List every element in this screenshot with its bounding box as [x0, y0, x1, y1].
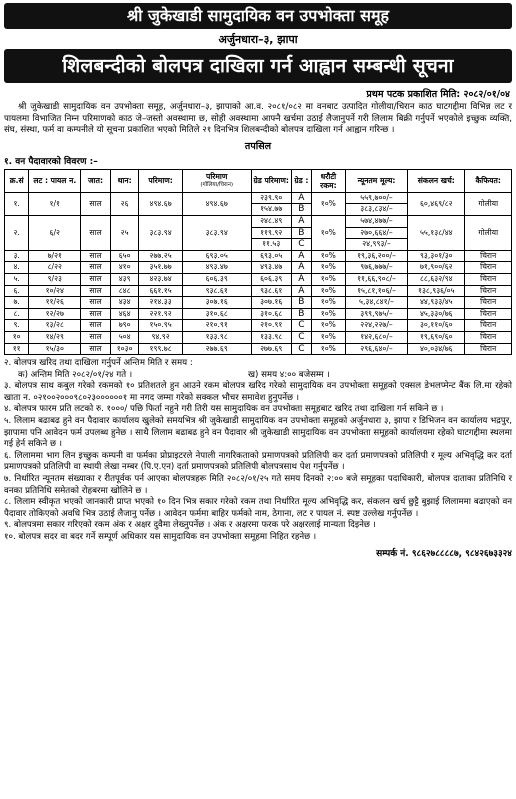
- cell-min-price: २४,९९३/–: [345, 239, 407, 251]
- cell-deposit: १०%: [311, 250, 345, 262]
- org-address: अर्जुनधारा–३, झापा: [218, 33, 298, 46]
- cell-grade: C: [291, 331, 311, 343]
- col-qty-total-label: परिमाण: [206, 171, 228, 181]
- cell-species: साल: [81, 285, 111, 297]
- cell-min-price: ३८३,८३४/–: [345, 204, 407, 216]
- cell-qty: ६६१.१५: [139, 285, 182, 297]
- table-row: [5, 320, 512, 332]
- cell-lot: ११/२६: [29, 297, 81, 309]
- notice-page: [4, 3, 512, 791]
- schedule-heading: तपसिल: [244, 140, 272, 152]
- cell-remarks: चिरान: [465, 331, 512, 343]
- cell-qty-total: ३८३.९४: [182, 215, 251, 250]
- col-qty-total: [182, 169, 251, 192]
- cell-grade-qty: ११९.९२: [251, 227, 291, 239]
- cell-count: ४१०: [110, 262, 139, 274]
- cell-lot: ८/२२: [29, 262, 81, 274]
- cell-remarks: चिरान: [465, 273, 512, 285]
- col-qty-total-sub: (गोलिया/चिरान): [200, 181, 233, 188]
- term-5: ५. लिलाम बढाबढ हुने वन पैदावार कार्यालय खुलेको समयभित्र श्री जुकेखाडी सामुदायिक वन उपभोक्ता समूहको अर्जुनधारा ३, झापा र डिभिजन वन कार्यालय भद्रपुर, झापामा पनि आवेदन फर्म उपलब्ध हुनेछ । साथै लिलाम बढाबढ हुने वन पैदावार श्री जुकेखाडी सामुदायिक वन उपभोक्ता समूहको कार्यालयमा रहेको घाटगद्दीमा स्थलमा गई हेर्न सकिने छ ।: [4, 416, 512, 450]
- table-row: [5, 297, 512, 309]
- cell-grade-qty: ६९३.०५: [251, 250, 291, 262]
- term-3: ३. बोलपत्र साथ कबुल गरेको रकमको १० प्रतिशतले हुन आउने रकम बोलपत्र खरिद गरेको सामुदायिक वन उपभोक्ता समूहको एक्सल डेभलप्मेन्ट बैंक लि.मा रहेको खाता न. ०२१००२०००९८०२३००००००१ मा नगद जम्मा गरेको सक्कल भौचर समावेश हुनुपर्नेछ ।: [4, 381, 512, 403]
- cell-qty: २२१.९२: [139, 308, 182, 320]
- cell-lot: १/१: [29, 192, 81, 215]
- cell-count: ७९०: [110, 320, 139, 332]
- cell-min-price: ९७६,७७७/–: [345, 262, 407, 274]
- cell-remarks: गोलीया: [465, 192, 512, 215]
- cell-species: साल: [81, 215, 111, 250]
- cell-sn: ६.: [5, 285, 29, 297]
- cell-qty-total: ६०६.३९: [182, 273, 251, 285]
- cell-min-price: १५,८१,१०६/–: [345, 285, 407, 297]
- cell-sn: ११: [5, 343, 29, 355]
- cell-collection: ७१,९००/६२: [408, 262, 465, 274]
- org-name-banner: श्री जुकेखाडी सामुदायिक वन उपभोक्ता समूह: [4, 3, 512, 29]
- cell-min-price: २७०,६६४/–: [345, 227, 407, 239]
- cell-sn: १.: [5, 192, 29, 215]
- cell-grade-qty: २३९.९०: [251, 192, 291, 204]
- cell-remarks: चिरान: [465, 320, 512, 332]
- cell-qty-total: ६९३.०५: [182, 250, 251, 262]
- cell-grade: A: [291, 250, 311, 262]
- cell-deposit: १०%: [311, 262, 345, 274]
- table-row: [5, 331, 512, 343]
- forest-products-table: [4, 169, 512, 355]
- cell-grade: C: [291, 320, 311, 332]
- term-2b: ख) समय ४:०० बजेसम्म ।: [248, 369, 330, 380]
- cell-sn: ३.: [5, 250, 29, 262]
- cell-species: साल: [81, 297, 111, 309]
- cell-deposit: १०%: [311, 192, 345, 215]
- cell-grade: B: [291, 227, 311, 239]
- cell-species: साल: [81, 262, 111, 274]
- cell-qty: ९४.९२: [139, 331, 182, 343]
- cell-min-price: ३९९,९७५/–: [345, 308, 407, 320]
- cell-grade-qty: २४८.४९: [251, 215, 291, 227]
- cell-qty: १५०.९५: [139, 320, 182, 332]
- cell-deposit: १०%: [311, 215, 345, 250]
- cell-count: ४३९: [110, 273, 139, 285]
- cell-min-price: २९६,६४०/–: [345, 343, 407, 355]
- cell-qty: ४२३.७४: [139, 273, 182, 285]
- cell-remarks: चिरान: [465, 250, 512, 262]
- cell-deposit: १०%: [311, 285, 345, 297]
- term-10: १०. बोलपत्र सदर वा बदर गर्ने सम्पूर्ण अधिकार यस सामुदायिक वन उपभोक्ता समूहमा निहित रहनेछ ।: [4, 532, 317, 542]
- contact-numbers: सम्पर्क नं. ९८६२७८८८८७, ९८४२६७३३२४: [376, 548, 512, 559]
- cell-remarks: चिरान: [465, 297, 512, 309]
- table-row: [5, 215, 512, 227]
- term-6: ६. लिलाममा भाग लिन इच्छुक कम्पनी वा फर्मका प्रोप्राइटरले नेपाली नागरिकताको प्रमाणपत्रको प्रतिलिपी कर दर्ता प्रमाणपत्रको प्रतिलिपी र मूल्य अभिवृद्धि कर दर्ता प्रमाणपत्रको प्रतिलिपी वा स्थायी लेखा नम्बर (पि.ए.एन) दर्ता प्रमाणपत्रको प्रतिलिपी बोलपत्रसाथ पेश गर्नुपर्नेछ ।: [4, 450, 512, 473]
- cell-deposit: १०%: [311, 308, 345, 320]
- cell-grade-qty: ६०६.३९: [251, 273, 291, 285]
- cell-deposit: १०%: [311, 320, 345, 332]
- cell-lot: ७/२१: [29, 250, 81, 262]
- cell-lot: १२/२७: [29, 308, 81, 320]
- cell-grade: A: [291, 215, 311, 227]
- col-species: जात:: [81, 169, 111, 192]
- term-2a: क) अन्तिम मिति २०८२/०१/२४ गते ।: [18, 369, 133, 380]
- table-row: [5, 285, 512, 297]
- col-deposit: धरौटी रकम:: [311, 169, 345, 192]
- cell-count: २६: [110, 192, 139, 215]
- col-min-price: न्यूनतम मूल्य:: [345, 169, 407, 192]
- cell-collection: ४०,०३४/७६: [408, 343, 465, 355]
- cell-species: साल: [81, 192, 111, 215]
- cell-lot: १४/२९: [29, 331, 81, 343]
- cell-grade-qty: २७७.६९: [251, 343, 291, 355]
- cell-min-price: १९,३६,२००/–: [345, 250, 407, 262]
- cell-count: ८४८: [110, 285, 139, 297]
- cell-deposit: १०%: [311, 273, 345, 285]
- col-lot: लट : पायल न.: [29, 169, 81, 192]
- table-row: [5, 273, 512, 285]
- cell-sn: ८.: [5, 308, 29, 320]
- cell-grade: C: [291, 343, 311, 355]
- section-title: १. वन पैदावारको विवरण :–: [4, 156, 98, 167]
- cell-qty: ३८३.९४: [139, 215, 182, 250]
- cell-count: १०३०: [110, 343, 139, 355]
- col-sn: क्र.सं: [5, 169, 29, 192]
- term-2: २. बोलपत्र खरिद तथा दाखिला गर्नुपर्ने अन्तिम मिति र समय :: [4, 358, 193, 369]
- cell-grade: B: [291, 204, 311, 216]
- cell-grade-qty: ११.५३: [251, 239, 291, 251]
- cell-qty: २७७.२५: [139, 250, 182, 262]
- cell-species: साल: [81, 343, 111, 355]
- cell-remarks: चिरान: [465, 285, 512, 297]
- col-remarks: कैफियत:: [465, 169, 512, 192]
- cell-count: ४६४: [110, 308, 139, 320]
- col-grade: ग्रेड :: [291, 169, 311, 192]
- cell-grade: A: [291, 285, 311, 297]
- cell-qty: ४९४.६७: [139, 192, 182, 215]
- cell-min-price: ५,३४,८४१/–: [345, 297, 407, 309]
- cell-sn: ४.: [5, 262, 29, 274]
- cell-lot: ६/२: [29, 215, 81, 250]
- cell-min-price: १४२,६८०/–: [345, 331, 407, 343]
- cell-lot: १३/२८: [29, 320, 81, 332]
- cell-collection: ८८,६३२/९४: [408, 273, 465, 285]
- table-header-row: [5, 169, 512, 192]
- cell-collection: ३०,११०/६०: [408, 320, 465, 332]
- cell-grade-qty: १३३.९८: [251, 331, 291, 343]
- cell-deposit: १०%: [311, 331, 345, 343]
- cell-collection: १९,६९०/६०: [408, 331, 465, 343]
- cell-grade: C: [291, 239, 311, 251]
- table-row: [5, 192, 512, 204]
- cell-collection: ६०,४६९/८२: [408, 192, 465, 215]
- cell-grade: A: [291, 262, 311, 274]
- cell-qty-total: ४९४.६७: [182, 192, 251, 215]
- table-row: [5, 343, 512, 355]
- cell-species: साल: [81, 250, 111, 262]
- cell-qty-total: ३१०.६८: [182, 308, 251, 320]
- intro-paragraph: श्री जुकेखाडी सामुदायिक वन उपभोक्ता समूह, अर्जुनधारा–३, झापाको आ.व. २०८१/०८२ मा वनबाट उत्पादित गोलीया/चिरान काठ घाटगद्दीमा विभिन्न लट र पायलमा विभाजित निम्न परिमाणको काठ जे–जस्तो अवस्थामा छ, सोही अवस्थामा आफ्नै खर्चमा उठाई लैजानुपर्ने गरी लिलाम बिक्री गर्नुपर्ने भएकोले इच्छुक व्यक्ति, संघ, संस्था, फर्म वा कम्पनीले यो सूचना प्रकाशित भएको मितिले २१ दिनभित्र शिलबन्दीको बोलपत्र दाखिला गर्न आह्वान गरिन्छ ।: [4, 102, 512, 136]
- terms-list: [4, 358, 512, 544]
- cell-collection: १३८,९३६/०५: [408, 285, 465, 297]
- cell-lot: १०/२४: [29, 285, 81, 297]
- cell-qty: १९९.७८: [139, 343, 182, 355]
- cell-lot: १५/३०: [29, 343, 81, 355]
- cell-qty-total: ३०७.१६: [182, 297, 251, 309]
- term-4: ४. बोलपत्र फारम प्रति लटको रु. १०००/ पछि फिर्ता नहुने गरी तिरी यस सामुदायिक वन उपभोक्ता समूहबाट खरिद तथा दाखिला गर्न सकिने छ ।: [4, 404, 444, 415]
- table-row: [5, 250, 512, 262]
- table-body: [5, 192, 512, 354]
- cell-qty: ३५१.७७: [139, 262, 182, 274]
- term-7: ७. निर्धारित न्यूनतम संख्याका र रीतपूर्वक पर्न आएका बोलपत्रहरू मिति २०८२/०१/२५ गते समय दिनको २:०० बजे समूहका पदाधिकारी, बोलपत्र दाताका प्रतिनिधि र वनका प्रतिनिधि समेतको रोहबरमा खोलिने छ ।: [4, 474, 512, 496]
- cell-min-price: ५५९,७००/–: [345, 192, 407, 204]
- cell-sn: ९.: [5, 320, 29, 332]
- cell-sn: १०: [5, 331, 29, 343]
- cell-collection: ५५,१३८/४४: [408, 215, 465, 250]
- cell-min-price: ११,६६,९०८/–: [345, 273, 407, 285]
- cell-grade: A: [291, 192, 311, 204]
- cell-grade-qty: ३१०.६८: [251, 308, 291, 320]
- cell-sn: २.: [5, 215, 29, 250]
- cell-qty-total: २७७.६९: [182, 343, 251, 355]
- cell-qty: २१४.३३: [139, 297, 182, 309]
- cell-qty-total: १३३.९८: [182, 331, 251, 343]
- cell-remarks: चिरान: [465, 308, 512, 320]
- term-9: ९. बोलपत्रमा सकार गरिएको रकम अंक र अक्षर दुवैमा लेख्नुपर्नेछ । अंक र अक्षरमा फरक परे अक्षरलाई मान्यता दिइनेछ ।: [4, 520, 376, 531]
- cell-grade-qty: ४९३.४७: [251, 262, 291, 274]
- term-2-subitems: [4, 370, 512, 382]
- cell-species: साल: [81, 273, 111, 285]
- cell-sn: ५.: [5, 273, 29, 285]
- publish-date: प्रथम पटक प्रकाशित मिति: २०८२/०१/०४: [366, 89, 510, 100]
- cell-collection: ४५,३३०/७६: [408, 308, 465, 320]
- table-row: [5, 308, 512, 320]
- cell-grade-qty: २१०.९१: [251, 320, 291, 332]
- cell-grade-qty: १५४.७७: [251, 204, 291, 216]
- cell-species: साल: [81, 320, 111, 332]
- table-row: [5, 262, 512, 274]
- cell-collection: ४४,९३३/४५: [408, 297, 465, 309]
- cell-collection: ९३,३०१/३०: [408, 250, 465, 262]
- cell-grade: B: [291, 297, 311, 309]
- col-qty: परिमाण:: [139, 169, 182, 192]
- cell-count: ४३४: [110, 297, 139, 309]
- cell-min-price: २२४,२२७/–: [345, 320, 407, 332]
- cell-remarks: चिरान: [465, 262, 512, 274]
- cell-qty-total: ४९३.४७: [182, 262, 251, 274]
- cell-qty-total: ९३८.६१: [182, 285, 251, 297]
- cell-deposit: १०%: [311, 297, 345, 309]
- cell-species: साल: [81, 308, 111, 320]
- cell-count: ५०४: [110, 331, 139, 343]
- notice-title-banner: शिलबन्दीको बोलपत्र दाखिला गर्न आह्वान सम्बन्धी सूचना: [4, 49, 512, 83]
- cell-grade-qty: ९३८.६१: [251, 285, 291, 297]
- col-count: थान:: [110, 169, 139, 192]
- term-8: ८. लिलाम स्वीकृत भएको जानकारी प्राप्त भएको १० दिन भित्र सकार गरेको रकम तथा निर्धारित मूल्य अभिवृद्धि कर, संकलन खर्च छुट्टै बुझाई लिलाममा बढाएको वन पैदावार तोकिएको अवधि भित्र उठाई लैजानु पर्नेछ । आवेदन फर्ममा बाहिर फर्मको नाम, ठेगाना, लट र पायल नं. स्पष्ट उल्लेख गर्नुपर्नेछ ।: [4, 497, 512, 519]
- col-grade-qty: ग्रेड परिमाण:: [251, 169, 291, 192]
- cell-lot: ९/२३: [29, 273, 81, 285]
- cell-count: ६५०: [110, 250, 139, 262]
- cell-count: २५: [110, 215, 139, 250]
- cell-deposit: १०%: [311, 343, 345, 355]
- cell-grade: B: [291, 308, 311, 320]
- cell-grade-qty: ३०७.१६: [251, 297, 291, 309]
- cell-qty-total: २१०.९१: [182, 320, 251, 332]
- cell-remarks: गोलीया: [465, 215, 512, 250]
- cell-min-price: ५७४,४७७/–: [345, 215, 407, 227]
- col-collection: संकलन खर्च:: [408, 169, 465, 192]
- cell-remarks: चिरान: [465, 343, 512, 355]
- cell-species: साल: [81, 331, 111, 343]
- cell-grade: A: [291, 273, 311, 285]
- cell-sn: ७.: [5, 297, 29, 309]
